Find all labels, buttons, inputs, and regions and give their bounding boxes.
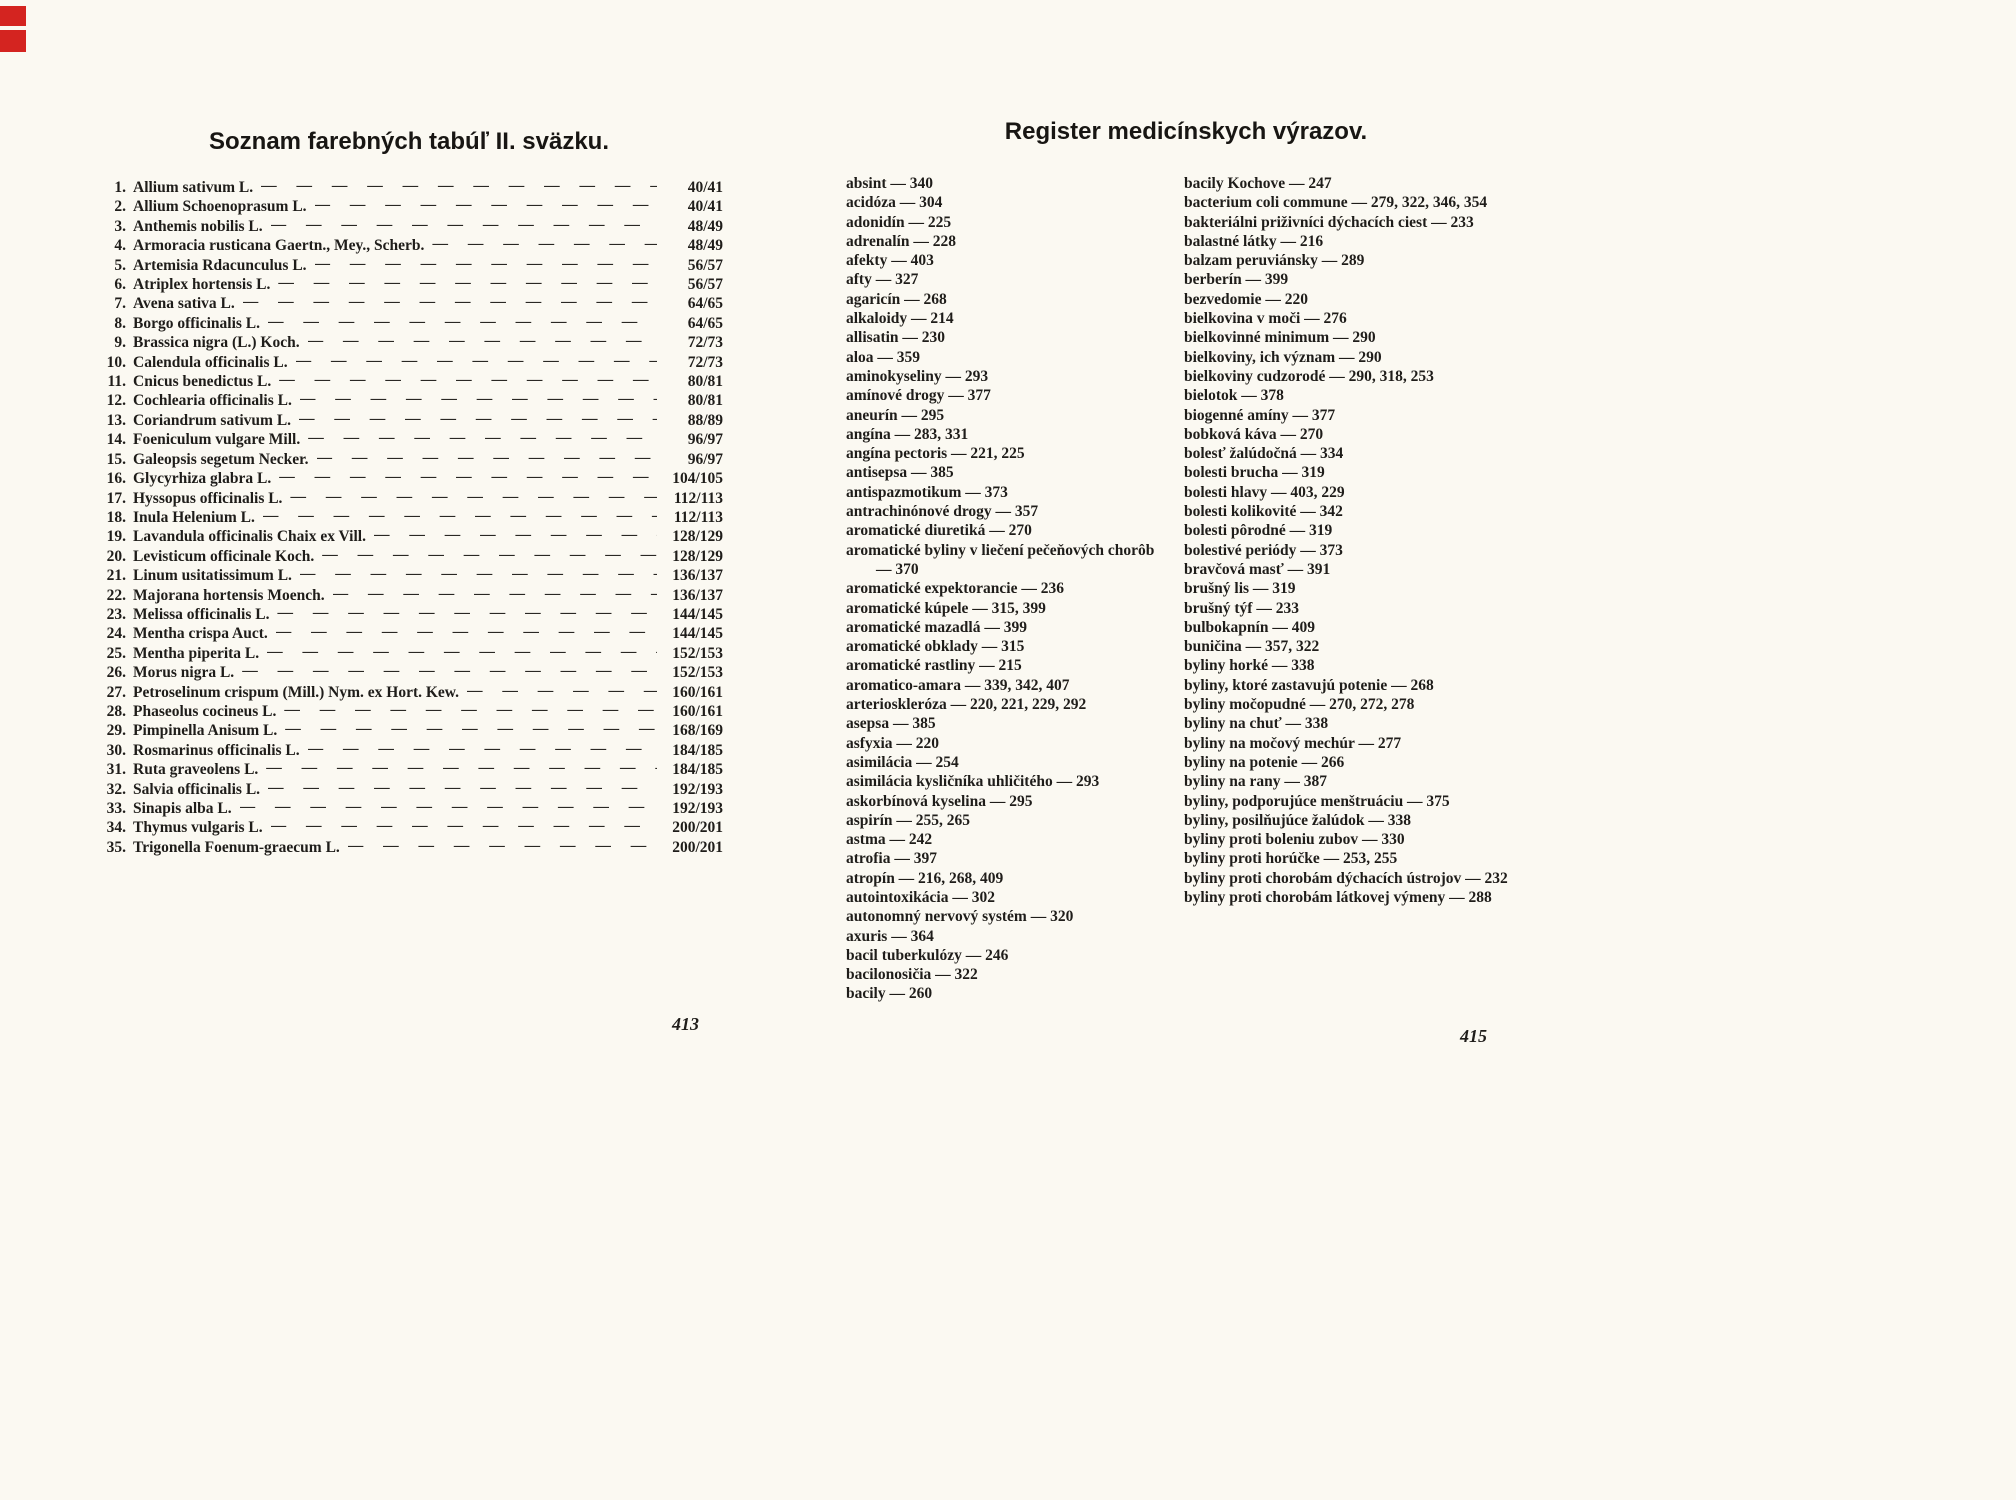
item-name: Inula Helenium L. — [133, 508, 255, 526]
item-name: Morus nigra L. — [133, 664, 235, 682]
leader-dashes — [322, 545, 657, 564]
leader-dashes — [300, 389, 657, 408]
item-page-ref: 48/49 — [687, 217, 723, 235]
item-number: 29. — [106, 722, 126, 740]
index-entry: aromatické byliny v liečení pečeňových chorôb — 370 — [846, 541, 1155, 578]
item-number: 35. — [106, 838, 126, 856]
index-entry: biogenné amíny — 377 — [1184, 406, 1336, 424]
item-name: Coriandrum sativum L. — [133, 411, 292, 429]
left-page — [95, 0, 723, 857]
item-page-ref: 40/41 — [687, 198, 723, 216]
leader-dashes — [261, 176, 657, 195]
index-entry: aromatické kúpele — 315, 399 — [846, 599, 1046, 617]
index-entry: aromatické mazadlá — 399 — [846, 618, 1027, 636]
item-number: 10. — [106, 353, 126, 371]
item-page-ref: 192/193 — [672, 800, 723, 817]
item-page-ref: 160/161 — [672, 702, 723, 720]
item-number: 20. — [106, 547, 126, 565]
item-name: Mentha piperita L. — [133, 644, 260, 662]
index-entry: agaricín — 268 — [846, 290, 947, 308]
item-name: Foeniculum vulgare Mill. — [133, 431, 301, 449]
leader-dashes — [268, 778, 657, 797]
item-page-ref: 96/97 — [687, 431, 723, 449]
leader-dashes — [290, 487, 657, 506]
page-number-left: 413 — [672, 1014, 699, 1034]
item-number: 26. — [106, 664, 126, 682]
index-entry: asepsa — 385 — [846, 715, 936, 733]
index-entry: brušný lis — 319 — [1184, 580, 1296, 598]
index-entry: byliny proti horúčke — 253, 255 — [1184, 850, 1398, 868]
index-entry: balzam peruviánsky — 289 — [1184, 252, 1365, 270]
leader-dashes — [285, 719, 657, 738]
item-number: 34. — [106, 819, 126, 837]
index-entry: bielotok — 378 — [1184, 387, 1284, 405]
item-page-ref: 56/57 — [687, 276, 723, 294]
index-entry: atropín — 216, 268, 409 — [846, 869, 1004, 887]
index-entry: afty — 327 — [846, 271, 919, 289]
item-number: 23. — [106, 605, 126, 623]
item-name: Majorana hortensis Moench. — [133, 586, 325, 604]
item-number: 2. — [114, 198, 126, 216]
index-entry: bacil tuberkulózy — 246 — [846, 946, 1009, 964]
item-page-ref: 136/137 — [672, 567, 723, 585]
index-entry: bolesti pôrodné — 319 — [1184, 522, 1333, 540]
item-name: Sinapis alba L. — [133, 800, 232, 817]
item-page-ref: 144/145 — [672, 625, 723, 643]
item-number: 5. — [114, 256, 126, 274]
leader-dashes — [315, 254, 657, 273]
item-number: 15. — [106, 450, 126, 468]
item-name: Petroselinum crispum (Mill.) Nym. ex Hort. Kew. — [133, 683, 460, 701]
item-name: Salvia officinalis L. — [133, 780, 261, 798]
item-number: 1. — [114, 179, 126, 196]
item-page-ref: 80/81 — [687, 392, 723, 410]
item-page-ref: 152/153 — [672, 664, 723, 682]
item-page-ref: 40/41 — [687, 179, 723, 196]
index-entry: alkaloidy — 214 — [846, 310, 954, 328]
item-number: 3. — [114, 217, 126, 235]
index-entry: byliny proti boleniu zubov — 330 — [1184, 831, 1405, 849]
index-entry: allisatin — 230 — [846, 329, 946, 347]
index-entry: bobková káva — 270 — [1184, 425, 1324, 443]
item-number: 22. — [106, 586, 126, 604]
item-page-ref: 168/169 — [672, 722, 723, 740]
item-number: 14. — [106, 431, 126, 449]
leader-dashes — [308, 331, 657, 350]
leader-dashes — [277, 603, 657, 622]
index-entry: aneurín — 295 — [846, 406, 945, 424]
item-page-ref: 144/145 — [672, 605, 723, 623]
item-name: Avena sativa L. — [133, 295, 235, 313]
item-number: 18. — [106, 508, 126, 526]
index-entry: aromatické expektorancie — 236 — [846, 580, 1064, 598]
item-number: 9. — [114, 334, 126, 352]
item-page-ref: 160/161 — [672, 683, 723, 701]
index-entry: acidóza — 304 — [846, 194, 943, 212]
leader-dashes — [271, 816, 657, 835]
index-entry: bielkovinné minimum — 290 — [1184, 329, 1376, 347]
item-name: Allium sativum L. — [133, 179, 254, 196]
item-page-ref: 72/73 — [687, 353, 723, 371]
item-page-ref: 152/153 — [672, 644, 723, 662]
index-entry: bravčová masť — 391 — [1184, 560, 1331, 578]
item-page-ref: 184/185 — [672, 761, 723, 779]
index-entry: bolesti hlavy — 403, 229 — [1184, 483, 1345, 501]
leader-dashes — [278, 273, 657, 292]
index-entry: antisepsa — 385 — [846, 464, 954, 482]
red-scan-mark-top — [0, 6, 26, 26]
index-entry: byliny horké — 338 — [1184, 657, 1315, 675]
index-entry: asfyxia — 220 — [846, 734, 939, 752]
leader-dashes — [279, 467, 657, 486]
item-name: Ruta graveolens L. — [133, 761, 259, 779]
index-entry: amínové drogy — 377 — [846, 387, 991, 405]
item-page-ref: 96/97 — [687, 450, 723, 468]
item-page-ref: 80/81 — [687, 373, 723, 391]
index-entry: byliny, posilňujúce žalúdok — 338 — [1184, 811, 1411, 829]
index-entry: autointoxikácia — 302 — [846, 888, 995, 906]
item-number: 28. — [106, 702, 126, 720]
index-entry: aromatické rastliny — 215 — [846, 657, 1022, 675]
item-name: Rosmarinus officinalis L. — [133, 741, 300, 759]
index-entry: bakteriálni priživníci dýchacích ciest — 233 — [1184, 213, 1474, 231]
leader-dashes — [266, 758, 657, 777]
index-entry: bacily — 260 — [846, 985, 933, 1003]
leader-dashes — [243, 292, 657, 311]
item-name: Trigonella Foenum-graecum L. — [133, 838, 340, 856]
item-page-ref: 88/89 — [687, 411, 723, 429]
index-entry: asimilácia — 254 — [846, 753, 959, 771]
index-entry: absint — 340 — [846, 175, 933, 192]
index-entry: bezvedomie — 220 — [1184, 290, 1308, 308]
index-entry: aromatické diuretiká — 270 — [846, 522, 1032, 540]
right-page-title: Register medicínskych výrazov. — [1004, 118, 1368, 145]
index-entry: balastné látky — 216 — [1184, 232, 1324, 250]
leader-dashes — [271, 215, 657, 234]
item-page-ref: 48/49 — [687, 237, 723, 255]
index-entry: byliny proti chorobám dýchacích ústrojov — 232 — [1184, 869, 1508, 887]
leader-dashes — [317, 448, 657, 467]
right-page — [846, 0, 1526, 1004]
item-number: 4. — [114, 237, 126, 255]
item-name: Levisticum officinale Koch. — [133, 547, 315, 565]
item-number: 16. — [106, 470, 126, 488]
leader-dashes — [432, 234, 657, 253]
item-number: 11. — [107, 373, 126, 391]
index-entry: antrachinónové drogy — 357 — [846, 503, 1039, 521]
item-page-ref: 192/193 — [672, 780, 723, 798]
item-page-ref: 200/201 — [672, 838, 723, 856]
index-entry: bielkoviny, ich význam — 290 — [1184, 348, 1382, 366]
index-entry: arterioskleróza — 220, 221, 229, 292 — [846, 696, 1087, 714]
index-entry: berberín — 399 — [1184, 271, 1289, 289]
list-item — [95, 838, 723, 857]
item-page-ref: 56/57 — [687, 256, 723, 274]
item-name: Armoracia rusticana Gaertn., Mey., Scherb. — [133, 237, 425, 255]
index-entry: autonomný nervový systém — 320 — [846, 908, 1074, 926]
index-entry: byliny proti chorobám látkovej výmeny — 288 — [1184, 888, 1492, 906]
item-name: Galeopsis segetum Necker. — [133, 450, 309, 468]
index-entry: byliny na močový mechúr — 277 — [1184, 734, 1402, 752]
item-page-ref: 112/113 — [673, 489, 723, 507]
index-entry: adonidín — 225 — [846, 213, 952, 231]
leader-dashes — [240, 797, 657, 816]
index-entry: byliny močopudné — 270, 272, 278 — [1184, 696, 1415, 714]
index-entry: atrofia — 397 — [846, 850, 937, 868]
leader-dashes — [267, 642, 657, 661]
item-number: 19. — [106, 528, 126, 546]
item-page-ref: 136/137 — [672, 586, 723, 604]
red-scan-mark-bottom — [0, 30, 26, 52]
item-name: Lavandula officinalis Chaix ex Vill. — [133, 528, 366, 546]
index-entry: axuris — 364 — [846, 927, 934, 945]
leader-dashes — [308, 428, 657, 447]
item-name: Mentha crispa Auct. — [133, 625, 268, 643]
item-name: Hyssopus officinalis L. — [133, 489, 283, 507]
index-column-2 — [1184, 174, 1512, 1004]
leader-dashes — [467, 681, 657, 700]
index-entry: bielkoviny cudzorodé — 290, 318, 253 — [1184, 367, 1434, 385]
index-entry: askorbínová kyselina — 295 — [846, 792, 1033, 810]
leader-dashes — [308, 739, 657, 758]
item-name: Phaseolus cocineus L. — [133, 702, 277, 720]
left-page-title: Soznam farebných tabúľ II. sväzku. — [208, 128, 610, 155]
leader-dashes — [374, 525, 657, 544]
leader-dashes — [299, 409, 657, 428]
index-entry: bacterium coli commune — 279, 322, 346, 354 — [1184, 194, 1488, 212]
leader-dashes — [263, 506, 657, 525]
item-name: Borgo officinalis L. — [133, 314, 261, 332]
item-number: 21. — [106, 567, 126, 585]
item-number: 31. — [106, 761, 126, 779]
item-page-ref: 104/105 — [672, 470, 723, 488]
item-name: Calendula officinalis L. — [133, 353, 288, 371]
item-name: Pimpinella Anisum L. — [133, 722, 278, 740]
index-entry: byliny na chuť — 338 — [1184, 715, 1329, 733]
leader-dashes — [242, 661, 657, 680]
index-entry: antispazmotikum — 373 — [846, 483, 1008, 501]
index-columns — [846, 174, 1526, 1004]
item-number: 6. — [114, 276, 126, 294]
item-number: 17. — [106, 489, 126, 507]
index-entry: angína pectoris — 221, 225 — [846, 445, 1025, 463]
leader-dashes — [296, 351, 657, 370]
index-entry: afekty — 403 — [846, 252, 934, 270]
item-name: Atriplex hortensis L. — [133, 276, 271, 294]
index-entry: bolesti brucha — 319 — [1184, 464, 1325, 482]
item-name: Anthemis nobilis L. — [133, 217, 263, 235]
item-number: 24. — [106, 625, 126, 643]
index-entry: byliny, podporujúce menštruáciu — 375 — [1184, 792, 1450, 810]
item-page-ref: 128/129 — [672, 528, 723, 546]
item-name: Linum usitatissimum L. — [133, 567, 292, 585]
index-entry: aloa — 359 — [846, 348, 921, 366]
index-entry: astma — 242 — [846, 831, 933, 849]
item-page-ref: 112/113 — [673, 508, 723, 526]
item-number: 13. — [106, 411, 126, 429]
leader-dashes — [279, 370, 657, 389]
item-page-ref: 184/185 — [672, 741, 723, 759]
index-entry: bacilonosičia — 322 — [846, 966, 978, 984]
index-entry: asimilácia kysličníka uhličitého — 293 — [846, 773, 1100, 791]
index-entry: byliny na rany — 387 — [1184, 773, 1327, 791]
item-name: Melissa officinalis L. — [133, 605, 270, 623]
index-entry: byliny, ktoré zastavujú potenie — 268 — [1184, 676, 1434, 694]
index-entry: bolestivé periódy — 373 — [1184, 541, 1343, 559]
item-name: Cnicus benedictus L. — [133, 373, 272, 391]
item-name: Glycyrhiza glabra L. — [133, 470, 272, 488]
index-entry: bulbokapnín — 409 — [1184, 618, 1315, 636]
item-number: 8. — [114, 314, 126, 332]
item-page-ref: 64/65 — [687, 295, 723, 313]
index-entry: adrenalín — 228 — [846, 232, 956, 250]
item-number: 30. — [106, 741, 126, 759]
item-number: 33. — [106, 800, 126, 817]
index-entry: bolesti kolikovité — 342 — [1184, 503, 1343, 521]
item-name: Allium Schoenoprasum L. — [133, 198, 307, 216]
index-entry: aspirín — 255, 265 — [846, 811, 971, 829]
page-number-right: 415 — [1460, 1026, 1487, 1046]
leader-dashes — [348, 836, 657, 855]
item-page-ref: 72/73 — [687, 334, 723, 352]
index-entry: byliny na potenie — 266 — [1184, 753, 1345, 771]
item-number: 12. — [106, 392, 126, 410]
index-entry: aromatico-amara — 339, 342, 407 — [846, 676, 1070, 694]
leader-dashes — [300, 564, 657, 583]
item-page-ref: 200/201 — [672, 819, 723, 837]
item-name: Brassica nigra (L.) Koch. — [133, 334, 300, 352]
index-column-1 — [846, 174, 1184, 1004]
item-page-ref: 128/129 — [672, 547, 723, 565]
index-entry: aminokyseliny — 293 — [846, 367, 989, 385]
index-entry: bielkovina v moči — 276 — [1184, 310, 1347, 328]
index-entry: aromatické obklady — 315 — [846, 638, 1025, 656]
leader-dashes — [276, 622, 657, 641]
item-name: Cochlearia officinalis L. — [133, 392, 292, 410]
item-number: 25. — [106, 644, 126, 662]
index-entry: bacily Kochove — 247 — [1184, 175, 1332, 192]
leader-dashes — [268, 312, 657, 331]
leader-dashes — [284, 700, 657, 719]
item-name: Thymus vulgaris L. — [133, 819, 263, 837]
index-entry: buničina — 357, 322 — [1184, 638, 1320, 656]
item-name: Artemisia Rdacunculus L. — [133, 256, 307, 274]
color-plates-list — [95, 178, 723, 857]
item-number: 32. — [106, 780, 126, 798]
item-number: 27. — [106, 683, 126, 701]
leader-dashes — [333, 584, 657, 603]
item-page-ref: 64/65 — [687, 314, 723, 332]
index-entry: bolesť žalúdočná — 334 — [1184, 445, 1344, 463]
leader-dashes — [315, 195, 657, 214]
index-entry: angína — 283, 331 — [846, 425, 969, 443]
index-entry: brušný týf — 233 — [1184, 599, 1299, 617]
item-number: 7. — [114, 295, 126, 313]
